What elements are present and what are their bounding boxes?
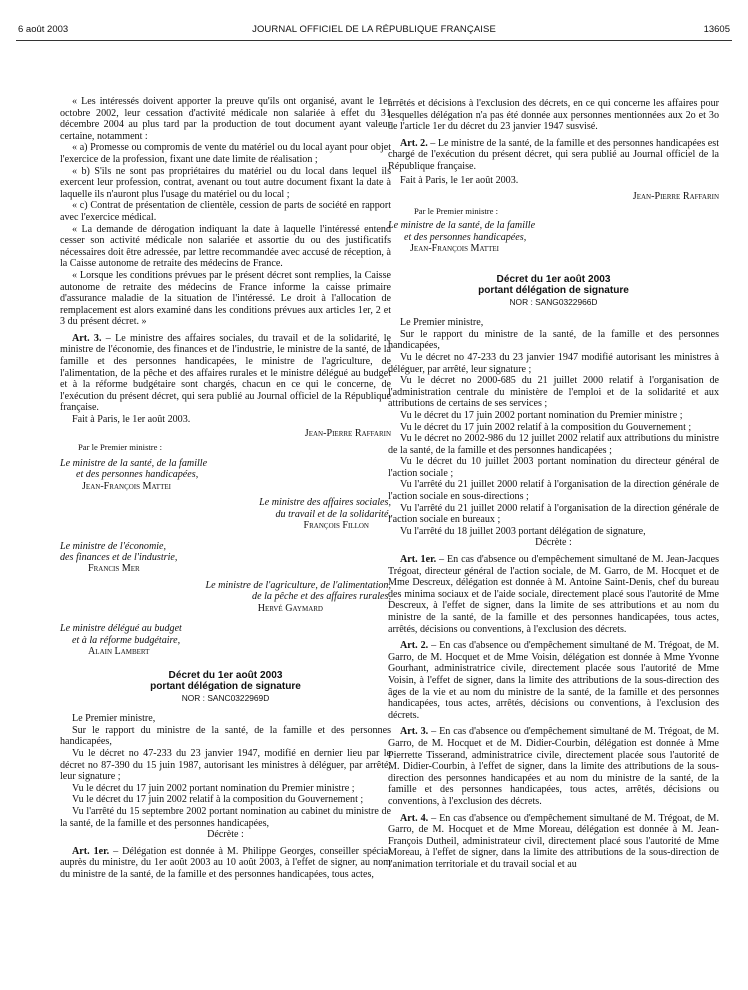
article-2 — [388, 138, 719, 173]
article-text: – En cas d'absence ou d'empêchement simultané de M. Jean-Jacques Trégoat, directeur général de l'action sociale, de M. Garro, de M. Hocquet et de Mme Descreux, délégation est donnée à M. Antoine Saint-Denis, chef du bureau des minima sociaux et de l'aide sociale, directement placé sous l'autorité de Mme Descreux, à l'effet de signer, dans la limite de ses attributions et au nom du ministre de la santé, de la famille et des personnes handicapées, tous actes, arrêtés, décisions ou conventions, à l'exclusion des décrets. — [388, 554, 720, 635]
article-label: Art. 2. — [400, 640, 429, 652]
paragraph: Vu l'arrêté du 18 juillet 2003 portant délégation de signature, — [400, 525, 646, 537]
paragraph: Sur le rapport du ministre de la santé, de la famille et des personnes handicapées, — [388, 328, 719, 352]
article-text: – En cas d'absence ou d'empêchement simultané de M. Trégoat, de M. Garro, de M. Hocquet et de Mme Voisin, délégation est donnée à Mme Yvonne Gourhant, administratrice civile, directement placée sous l'autorité de Mme Voisin, à l'effet de signer, dans la limite des attributions de la sous-direction des âges de la vie et au nom du ministre de la santé, de la famille et des personnes handicapées, tous actes, arrêtés, décisions ou conventions, à l'exclusion des décrets. — [388, 640, 720, 721]
minister-title: et des personnes handicapées, — [404, 231, 527, 243]
article-text: – En cas d'absence ou d'empêchement simultané de M. Trégoat, de M. Garro, de M. Hocquet et de Mme Moreau, délégation est donnée à M. Jean-François Dutheil, administrateur civil, directement placé sous l'autorité de Mme Moreau, à l'effet de signer, dans la limite des attributions de la sous-direction de l'animation territoriale et du travail social et au — [388, 812, 720, 870]
paragraph: Vu le décret no 47-233 du 23 janvier 1947 modifié autorisant les ministres à déléguer, par arrêté, leur signature ; — [388, 351, 719, 375]
paragraph: Vu le décret no 47-233 du 23 janvier 1947, modifié en dernier lieu par le décret no 87-390 du 15 juin 1987, autorisant les ministres à déléguer, par arrêté, leur signature ; — [60, 748, 391, 783]
minister-title: des finances et de l'industrie, — [60, 552, 178, 564]
paragraph: Vu le décret du 10 juillet 2003 portant nomination du directeur général de l'action sociale ; — [388, 456, 719, 479]
right-column — [388, 98, 719, 870]
article-label: Art. 3. — [400, 726, 429, 738]
minister-title: Le ministre de la santé, de la famille — [388, 220, 536, 232]
paragraph: « Les intéressés doivent apporter la preuve qu'ils ont organisé, avant le 1er octobre 2002, leur cessation d'activité médicale non salariée à effet du 31 décembre 2004 au plus tard par la production de tout document ayant valeur certaine, notamment : — [60, 96, 391, 142]
header-page-number: 13605 — [703, 24, 730, 35]
article-1 — [60, 846, 391, 881]
paragraph: Sur le rapport du ministre de la santé, de la famille et des personnes handicapées, — [60, 724, 391, 748]
minister-title: Le ministre de l'économie, — [60, 540, 167, 552]
minister-title: du travail et de la solidarité, — [275, 508, 391, 520]
minister-title: Le ministre délégué au budget — [60, 623, 182, 635]
article-2 — [388, 640, 719, 721]
paragraph: Vu l'arrêté du 21 juillet 2000 relatif à l'organisation de la direction générale de l'action sociale en sous-directions ; — [388, 479, 719, 503]
fait-a-paris: Fait à Paris, le 1er août 2003. — [72, 414, 191, 426]
par-le-premier-ministre: Par le Premier ministre : — [414, 205, 499, 216]
paragraph: Le Premier ministre, — [72, 713, 156, 725]
decree-title: Décret du 1er août 2003 — [168, 669, 283, 681]
article-1 — [388, 554, 719, 635]
article-label: Art. 2. — [400, 137, 428, 149]
header-rule — [16, 40, 732, 41]
article-label: Art. 1er. — [400, 554, 437, 566]
paragraph: Vu le décret du 17 juin 2002 relatif à la composition du Gouvernement ; — [72, 794, 364, 806]
nor-reference: NOR : SANC0322969D — [181, 692, 270, 703]
paragraph: Vu l'arrêté du 15 septembre 2002 portant nomination au cabinet du ministre de la santé, de la famille et des personnes handicapées, — [60, 806, 391, 829]
article-3 — [60, 333, 391, 414]
fait-a-paris: Fait à Paris, le 1er août 2003. — [400, 174, 519, 186]
minister-title: Le ministre des affaires sociales, — [259, 497, 391, 509]
page-header — [0, 24, 748, 38]
signature-raffarin: Jean-Pierre Raffarin — [632, 191, 719, 203]
left-column — [60, 96, 391, 881]
minister-title: et des personnes handicapées, — [76, 469, 199, 481]
article-text: – Le ministre des affaires sociales, du travail et de la solidarité, le ministre de l'économie, des finances et de l'industrie, le ministre de la santé, de la famille et des personnes handicapées, le ministre de l'agriculture, de l'alimentation, de la pêche et des affaires rurales et le ministre délégué au budget et à la réforme budgétaire sont chargés, chacun en ce qui le concerne, de l'exécution du présent décret, qui sera publié au Journal officiel de la République française. — [60, 332, 391, 414]
header-date: 6 août 2003 — [18, 24, 69, 35]
paragraph: Vu le décret du 17 juin 2002 portant nomination du Premier ministre ; — [72, 782, 355, 794]
decree-subtitle: portant délégation de signature — [150, 681, 301, 693]
minister-title: et à la réforme budgétaire, — [72, 634, 181, 646]
minister-title: Le ministre de l'agriculture, de l'alimentation, — [205, 580, 391, 592]
article-3 — [388, 726, 719, 807]
signatory-name: Jean-François Mattei — [82, 480, 171, 492]
article-text: – Le ministre de la santé, de la famille et des personnes handicapées est chargé de l'exécution du présent décret, qui sera publié au Journal officiel de la République française. — [388, 137, 720, 172]
signatory-name: Francis Mer — [88, 563, 140, 575]
paragraph: Vu le décret du 17 juin 2002 relatif à la composition du Gouvernement ; — [400, 421, 692, 433]
signatory-name: François Fillon — [303, 520, 369, 532]
signatory-name: Hervé Gaymard — [257, 602, 323, 614]
nor-reference: NOR : SANG0322966D — [509, 296, 598, 307]
article-label: Art. 4. — [400, 812, 429, 824]
decree-title: Décret du 1er août 2003 — [496, 273, 611, 285]
paragraph: Vu l'arrêté du 21 juillet 2000 relatif à l'organisation de la direction générale de l'action sociale en bureaux ; — [388, 502, 719, 526]
paragraph: « Lorsque les conditions prévues par le présent décret sont remplies, la Caisse autonome de retraite des médecins de France informe la caisse primaire d'assurance maladie de la situation de l'intéressé. Le droit à l'allocation de remplacement est alors examiné dans les conditions prévues aux articles 1er, 2 et 3 du présent décret. » — [60, 269, 391, 328]
signatory-name: Alain Lambert — [88, 646, 150, 658]
header-journal-title: JOURNAL OFFICIEL DE LA RÉPUBLIQUE FRANÇAISE — [252, 24, 496, 35]
article-label: Art. 3. — [72, 332, 102, 344]
paragraph: Vu le décret no 2002-986 du 12 juillet 2002 relatif aux attributions du ministre de la santé, de la famille et des personnes handicapées ; — [388, 433, 719, 456]
article-label: Art. 1er. — [72, 845, 110, 857]
paragraph: Vu le décret du 17 juin 2002 portant nomination du Premier ministre ; — [400, 409, 683, 421]
decrete-heading: Décrète : — [207, 829, 244, 841]
paragraph: « c) Contrat de présentation de clientèle, cession de parts de société en rapport avec l'exercice médical. — [60, 200, 391, 223]
article-text: – En cas d'absence ou d'empêchement simultané de M. Trégoat, de M. Garro, de M. Hocquet et de M. Didier-Courbin, délégation est donnée à Mme Pierrette Tisserand, administratrice civile, directement placée sous l'autorité de M. Didier-Courbin, à l'effet de signer, dans la limite des attributions de la sous-direction des personnes handicapées et au nom du ministre de la santé, de la famille et des personnes handicapées, tous actes, arrêtés, décisions ou conventions, à l'exclusion des décrets. — [388, 726, 720, 807]
minister-title: Le ministre de la santé, de la famille — [60, 457, 208, 469]
signature-raffarin: Jean-Pierre Raffarin — [304, 427, 391, 439]
paragraph: arrêtés et décisions à l'exclusion des décrets, en ce qui concerne les affaires pour lesquelles délégation n'a pas été donnée aux personnes mentionnées aux 2o et 3o de l'article 1er du décret du 23 janvier 1947 susvisé. — [388, 98, 719, 133]
decree-subtitle: portant délégation de signature — [478, 285, 629, 297]
minister-title: de la pêche et des affaires rurales, — [252, 591, 391, 603]
par-le-premier-ministre: Par le Premier ministre : — [78, 442, 163, 453]
paragraph: « La demande de dérogation indiquant la date à laquelle l'intéressé entend cesser son activité médicale non salariée et assortie du ou des justificatifs nécessaires doit être adressée, par lettre recommandée avec accusé de réception, à la Caisse autonome de retraite des médecins de France. — [60, 223, 391, 270]
paragraph: Vu le décret no 2000-685 du 21 juillet 2000 relatif à l'organisation de l'administration centrale du ministère de l'emploi et de la solidarité et aux attributions de certains de ses services ; — [388, 375, 719, 410]
paragraph: « a) Promesse ou compromis de vente du matériel ou du local ayant pour objet l'exercice de la profession, fixant une date limite de réalisation ; — [60, 142, 391, 165]
article-4 — [388, 813, 719, 871]
decrete-heading: Décrète : — [535, 537, 572, 549]
article-text: – Délégation est donnée à M. Philippe Georges, conseiller spécial auprès du ministre, du 1er août 2003 au 10 août 2003, à l'effet de signer, au nom du ministre de la santé, de la famille et des personnes handicapées, tous actes, — [60, 845, 391, 880]
paragraph: Le Premier ministre, — [400, 317, 484, 329]
signatory-name: Jean-François Mattei — [410, 243, 499, 255]
paragraph: « b) S'ils ne sont pas propriétaires du matériel ou du local dans lequel ils exercent leur profession, contrat, avenant ou tout autre document fixant la date à laquelle ils n'auront plus l'usage du matériel ou du local ; — [60, 165, 391, 200]
